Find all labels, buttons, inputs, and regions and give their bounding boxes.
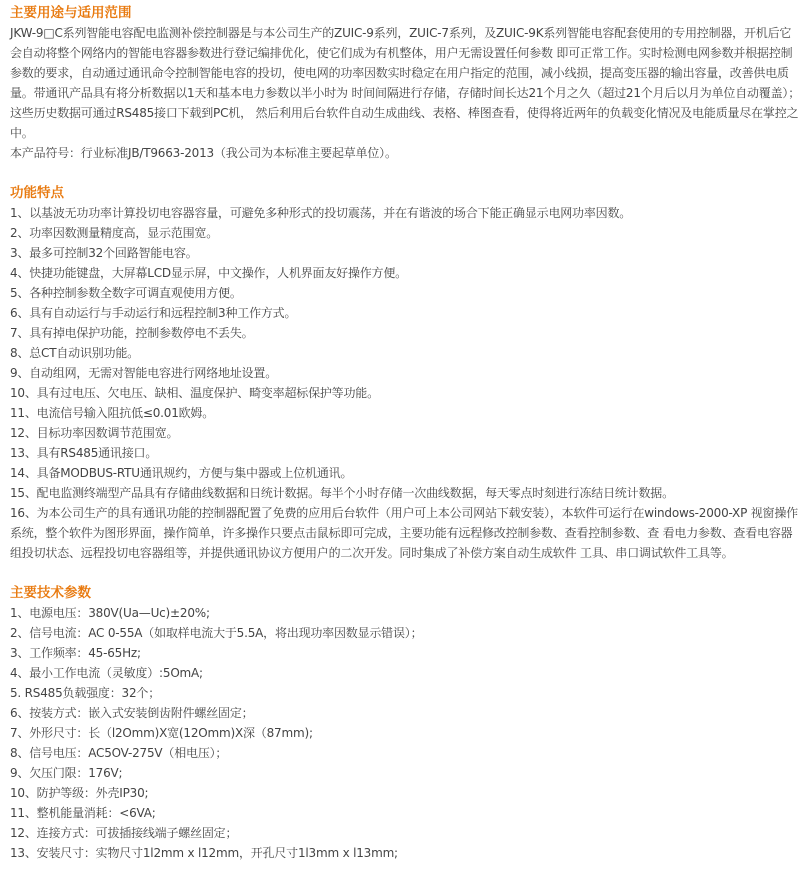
- feature-item: 6、具有自动运行与手动运行和远程控制3种工作方式。: [10, 306, 297, 320]
- feature-item: 10、具有过电压、欠电压、缺相、温度保护、畸变率超标保护等功能。: [10, 386, 379, 400]
- spec-list: [10, 603, 803, 863]
- feature-list: [10, 203, 803, 563]
- section-title-usage: 主要用途与适用范围: [10, 5, 132, 21]
- feature-item: 8、总CT自动识别功能。: [10, 346, 139, 360]
- feature-item: 3、最多可控制32个回路智能电容。: [10, 246, 198, 260]
- usage-intro: JKW-9□C系列智能电容配电监测补偿控制器是与本公司生产的ZUIC-9系列，ZUIC-7系列，及ZUIC-9K系列智能电容配套使用的专用控制器，开机后它会自动将整个网络内的智能电容器参数进行登记编排优化，使它们成为有机整体，用户无需设置任何参数 即可正常工作。实时检测电网参数并根据控制参数的要求，自动通过通讯命令控制智能电容的投切，使电网的功率因数实时稳定在用户指定的范围，减小线损，提高变压器的输出容量，改善供电质量。带通讯产品具有将分析数据以1天和基本电力参数以半小时为 时间间隔进行存储，存储时间长达21个月之久（超过21个月后以月为单位自动覆盖）；这些历史数据可通过RS485接口下载到PC机， 然后利用后台软件自动生成曲线、表格、棒图查看，使得将近两年的负载变化情况及电能质量尽在掌控之中。: [10, 26, 800, 140]
- spec-item: 2、信号电流：AC 0-55A（如取样电流大于5.5A，将出现功率因数显示错误）；: [10, 626, 423, 640]
- feature-item: 7、具有掉电保护功能，控制参数停电不丢失。: [10, 326, 254, 340]
- feature-item: 4、快捷功能键盘，大屏幕LCD显示屏，中文操作，人机界面友好操作方便。: [10, 266, 407, 280]
- feature-item: 15、配电监测终端型产品具有存储曲线数据和日统计数据。每半个小时存储一次曲线数据，每天零点时刻进行冻结日统计数据。: [10, 486, 674, 500]
- spec-item: 5. RS485负载强度：32个；: [10, 686, 160, 700]
- feature-item: 2、功率因数测量精度高，显示范围宽。: [10, 226, 219, 240]
- spec-item: 6、按装方式：嵌入式安装倒齿附件螺丝固定；: [10, 706, 254, 720]
- spec-item: 1、电源电压：380V(Ua—Uc)±20%;: [10, 606, 210, 620]
- feature-item: 11、电流信号输入阻抗低≤0.01欧姆。: [10, 406, 215, 420]
- feature-item: 16、为本公司生产的具有通讯功能的控制器配置了免费的应用后台软件（用户可上本公司网站下载安装），本软件可运行在windows-2000-XP 视窗操作系统，整个软件为图形界面，操作简单，许多操作只要点击鼠标即可完成，主要功能有远程修改控制参数、查看控制参数、查 看电力参数、查看电容器组投切状态、远程投切电容器组等，并提供通讯协议方便用户的二次开发。同时集成了补偿方案自动生成软件 工具、串口调试软件工具等。: [10, 506, 798, 560]
- feature-item: 12、目标功率因数调节范围宽。: [10, 426, 179, 440]
- feature-item: 13、具有RS485通讯接口。: [10, 446, 158, 460]
- feature-item: 1、以基波无功功率计算投切电容器容量，可避免多种形式的投切震荡，并在有谐波的场合下能正确显示电网功率因数。: [10, 206, 632, 220]
- feature-item: 5、各种控制参数全数字可调直观使用方便。: [10, 286, 242, 300]
- spec-item: 7、外形尺寸：长（l2Omm)X宽(12Omm)X深（87mm);: [10, 726, 313, 740]
- spec-item: 10、防护等级：外壳IP30;: [10, 786, 149, 800]
- section-gap: [10, 163, 803, 183]
- spec-item: 9、欠压门限：176V;: [10, 766, 123, 780]
- feature-item: 9、自动组网，无需对智能电容进行网络地址设置。: [10, 366, 278, 380]
- spec-item: 13、安装尺寸：实物尺寸1l2mm x l12mm，开孔尺寸1l3mm x l13mm;: [10, 846, 398, 860]
- feature-item: 14、具备MODBUS-RTU通讯规约，方便与集中器或上位机通讯。: [10, 466, 353, 480]
- product-standard: 本产品符号：行业标准JB/T9663-2013（我公司为本标准主要起草单位）。: [10, 146, 397, 160]
- spec-item: 4、最小工作电流（灵敏度）:5OmA;: [10, 666, 203, 680]
- section-title-features: 功能特点: [10, 185, 64, 201]
- spec-item: 12、连接方式：可拔插接线端子螺丝固定；: [10, 826, 238, 840]
- spec-item: 11、整机能量消耗：<6VA;: [10, 806, 156, 820]
- section-title-specs: 主要技术参数: [10, 585, 91, 601]
- spec-item: 8、信号电压：AC5OV-275V（相电压）；: [10, 746, 228, 760]
- spec-item: 3、工作频率：45-65Hz;: [10, 646, 141, 660]
- section-gap: [10, 563, 803, 583]
